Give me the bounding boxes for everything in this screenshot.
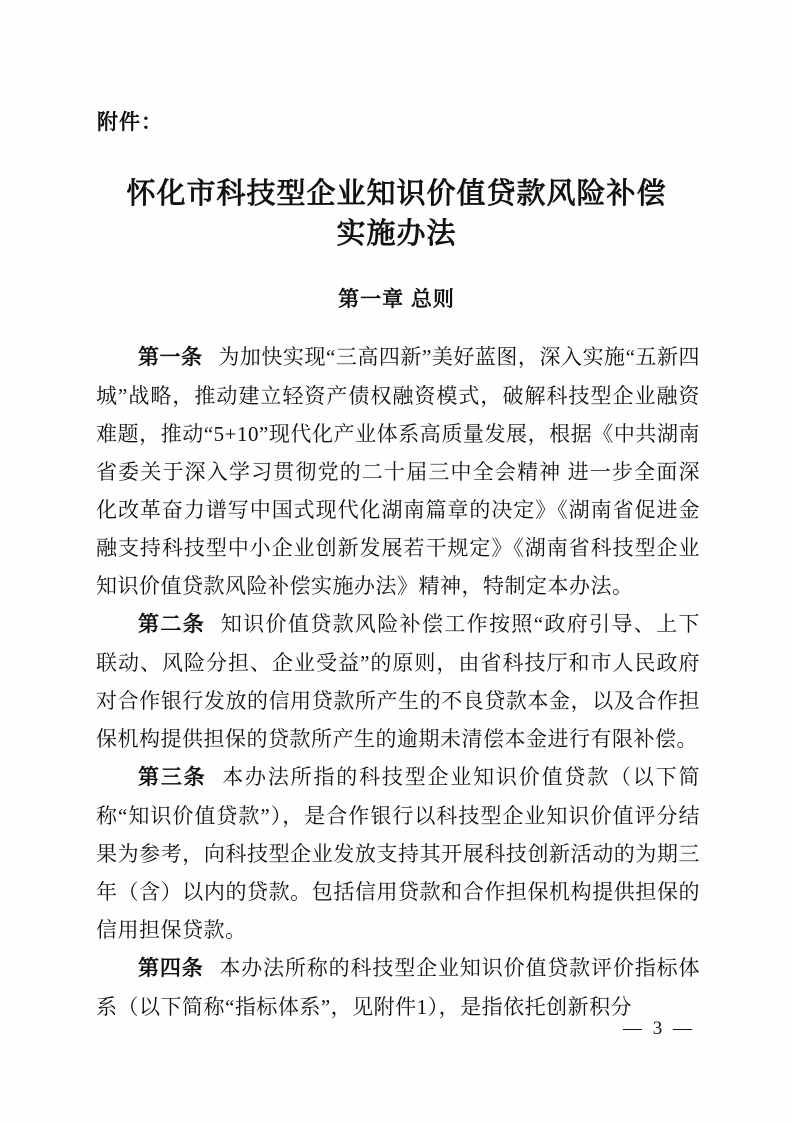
page-number: — 3 — — [623, 1018, 695, 1039]
document-title-line-2: 实施办法 — [336, 218, 457, 250]
article-2-text: 知识价值贷款风险补偿工作按照“政府引导、上下联动、风险分担、企业受益”的原则，由省科技厅和市人民政府对合作银行发放的信用贷款所产生的不良贷款本金，以及合作担保机构提供担保的贷款所产生的逾期未清偿本金进行有限补偿。 — [96, 612, 701, 751]
article-4-paragraph — [96, 949, 700, 1026]
document-title — [0, 174, 793, 254]
article-3-text: 本办法所指的科技型企业知识价值贷款（以下简称“知识价值贷款”），是合作银行以科技型企业知识价值评分结果为参考，向科技型企业发放支持其开展科技创新活动的为期三年（含）以内的贷款。包括信用贷款和合作担保机构提供担保的信用担保贷款。 — [96, 765, 701, 942]
article-1-paragraph — [96, 338, 700, 605]
article-3-paragraph — [96, 758, 700, 949]
article-1-label: 第一条 — [138, 346, 203, 369]
document-title-line-1: 怀化市科技型企业知识价值贷款风险补偿 — [126, 178, 667, 210]
article-1-text: 为加快实现“三高四新”美好蓝图，深入实施“五新四城”战略，推动建立轻资产债权融资模式，破解科技型企业融资难题，推动“5+10”现代化产业体系高质量发展，根据《中共湖南省委关于深入学习贯彻党的二十届三中全会精神 进一步全面深化改革奋力谱写中国式现代化湖南篇章的决定》《湖南省促进金融支持科技型中小企业创新发展若干规定》《湖南省科技型企业知识价值贷款风险补偿实施办法》精神，特制定本办法。 — [96, 345, 700, 598]
document-body — [96, 338, 700, 1026]
article-2-paragraph — [96, 605, 700, 758]
article-2-label: 第二条 — [138, 613, 206, 636]
article-3-label: 第三条 — [138, 766, 207, 789]
attachment-label: 附件： — [97, 111, 163, 134]
chapter-heading: 第一章 总则 — [338, 288, 455, 311]
article-4-text: 本办法所称的科技型企业知识价值贷款评价指标体系（以下简称“指标体系”，见附件1），是指依托创新积分 — [96, 956, 700, 1019]
article-4-label: 第四条 — [138, 957, 204, 980]
